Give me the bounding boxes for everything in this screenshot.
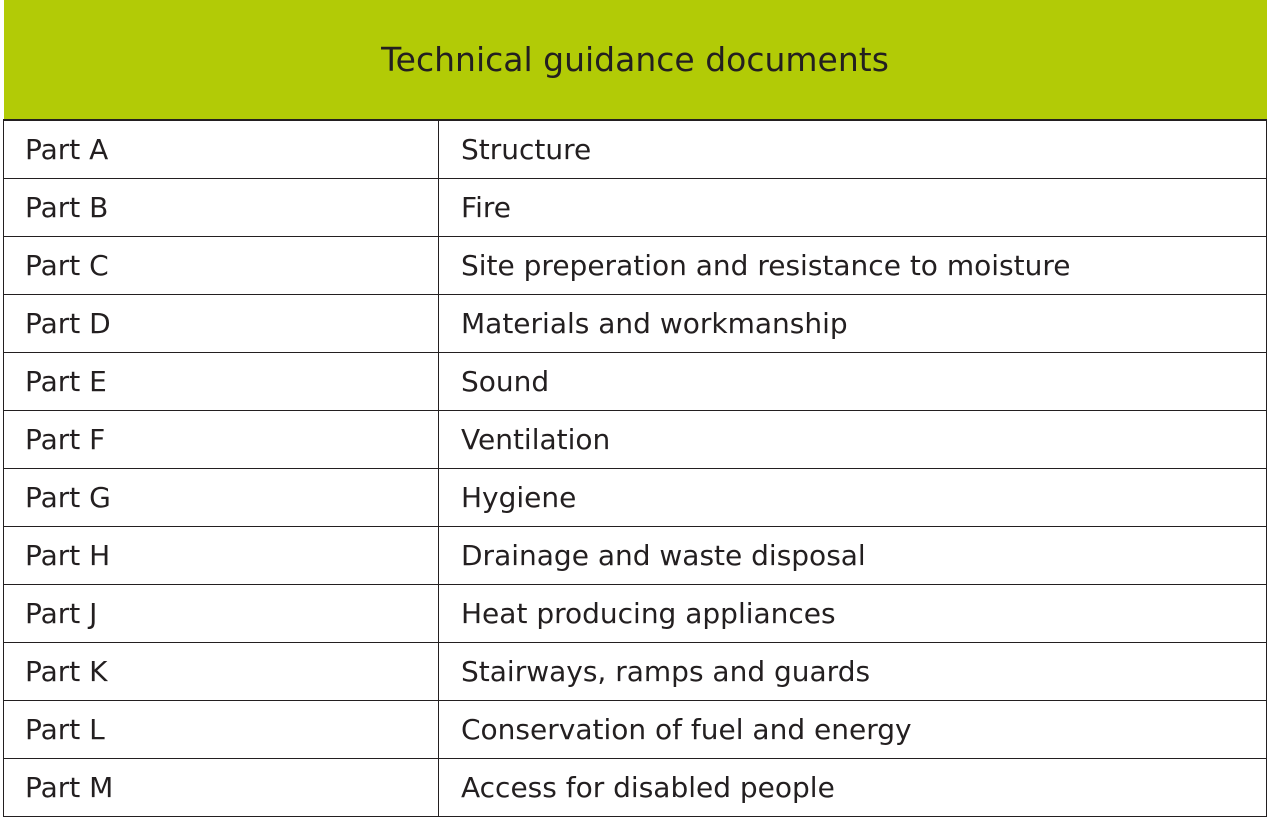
table-row — [4, 527, 1267, 585]
table-row — [4, 353, 1267, 411]
table-header-row — [4, 0, 1267, 120]
table-row — [4, 643, 1267, 701]
part-cell: Part E — [4, 353, 439, 411]
table-row — [4, 585, 1267, 643]
part-cell: Part D — [4, 295, 439, 353]
description-cell: Heat producing appliances — [439, 585, 1267, 643]
part-cell: Part H — [4, 527, 439, 585]
table-row — [4, 701, 1267, 759]
description-cell: Drainage and waste disposal — [439, 527, 1267, 585]
table-row — [4, 759, 1267, 817]
table-body — [4, 120, 1267, 817]
part-cell: Part M — [4, 759, 439, 817]
part-cell: Part F — [4, 411, 439, 469]
guidance-documents-table — [3, 0, 1267, 817]
table-title: Technical guidance documents — [4, 0, 1267, 120]
part-cell: Part A — [4, 120, 439, 179]
table-row — [4, 179, 1267, 237]
part-cell: Part L — [4, 701, 439, 759]
description-cell: Stairways, ramps and guards — [439, 643, 1267, 701]
table-row — [4, 469, 1267, 527]
table-row — [4, 237, 1267, 295]
description-cell: Access for disabled people — [439, 759, 1267, 817]
description-cell: Materials and workmanship — [439, 295, 1267, 353]
description-cell: Ventilation — [439, 411, 1267, 469]
part-cell: Part K — [4, 643, 439, 701]
table-row — [4, 120, 1267, 179]
description-cell: Structure — [439, 120, 1267, 179]
table-row — [4, 295, 1267, 353]
part-cell: Part G — [4, 469, 439, 527]
description-cell: Hygiene — [439, 469, 1267, 527]
part-cell: Part J — [4, 585, 439, 643]
part-cell: Part C — [4, 237, 439, 295]
description-cell: Fire — [439, 179, 1267, 237]
part-cell: Part B — [4, 179, 439, 237]
description-cell: Conservation of fuel and energy — [439, 701, 1267, 759]
description-cell: Sound — [439, 353, 1267, 411]
description-cell: Site preperation and resistance to moisture — [439, 237, 1267, 295]
table-row — [4, 411, 1267, 469]
